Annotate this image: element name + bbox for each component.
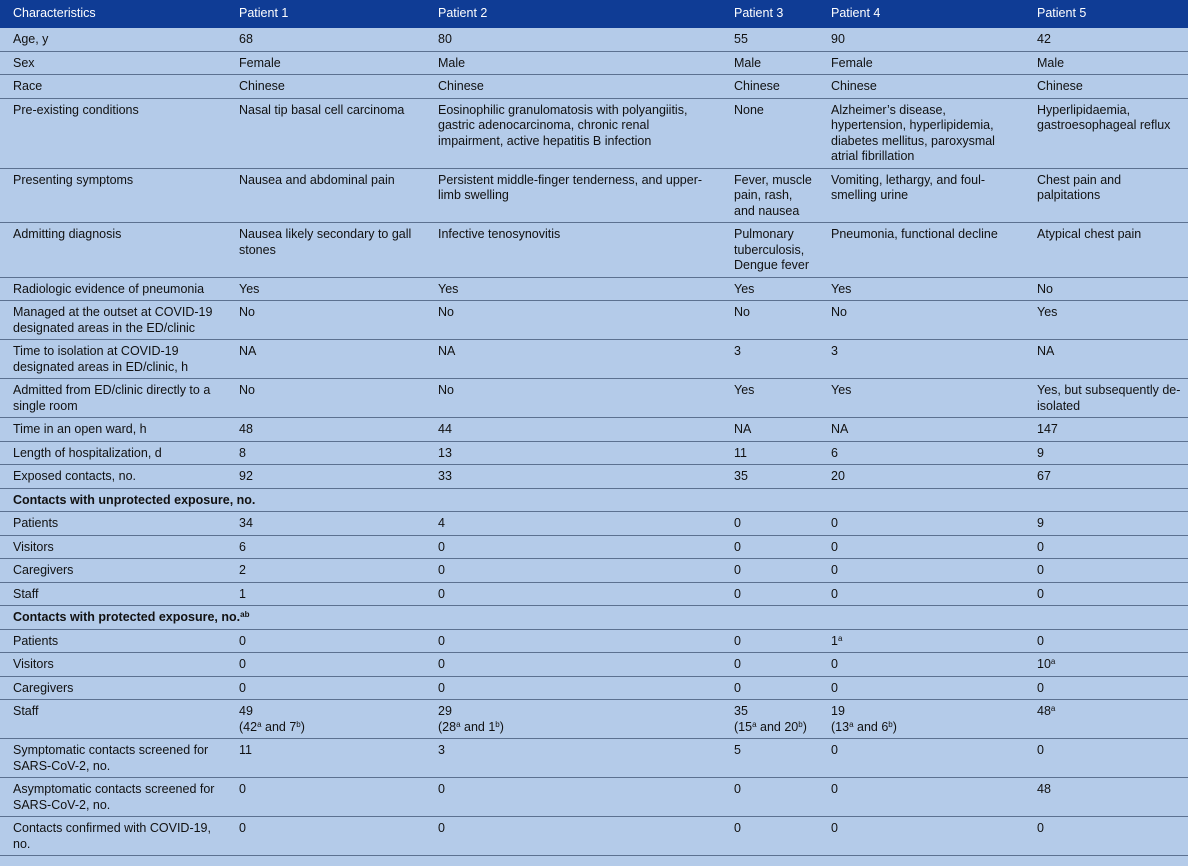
table-cell: 1 bbox=[226, 582, 425, 606]
table-row bbox=[0, 168, 1188, 223]
row-label: Caregivers bbox=[0, 676, 226, 700]
table-row bbox=[0, 465, 1188, 489]
table-row bbox=[0, 817, 1188, 856]
table-cell: 49 (42$^a$ and 7$^b$) bbox=[226, 700, 425, 739]
table-cell: 0 bbox=[721, 778, 818, 817]
table-cell: Pulmonary tuberculosis, Dengue fever bbox=[721, 223, 818, 278]
table-cell: 20 bbox=[818, 465, 1024, 489]
table-cell: 1$^a$ bbox=[818, 629, 1024, 653]
table-cell: 0 bbox=[721, 582, 818, 606]
row-label: Patients bbox=[0, 629, 226, 653]
table-cell: 0 bbox=[226, 629, 425, 653]
table-cell: Chinese bbox=[818, 75, 1024, 99]
table-cell: 0 bbox=[818, 535, 1024, 559]
table-cell: Female bbox=[226, 51, 425, 75]
table-cell: 4 bbox=[425, 512, 721, 536]
table-cell: 92 bbox=[226, 465, 425, 489]
table-cell: None bbox=[721, 98, 818, 168]
table-row bbox=[0, 340, 1188, 379]
column-header-patient-2: Patient 2 bbox=[425, 0, 721, 28]
table-cell: 80 bbox=[425, 28, 721, 52]
table-cell: 0 bbox=[818, 653, 1024, 677]
table-cell: 0 bbox=[818, 676, 1024, 700]
row-label: Age, y bbox=[0, 28, 226, 52]
table-cell: 0 bbox=[721, 535, 818, 559]
table-cell: Chest pain and palpitations bbox=[1024, 168, 1188, 223]
table-cell: 0 bbox=[425, 676, 721, 700]
row-label: Race bbox=[0, 75, 226, 99]
column-header-characteristics: Characteristics bbox=[0, 0, 226, 28]
table-row bbox=[0, 75, 1188, 99]
table-cell: Yes bbox=[425, 277, 721, 301]
row-label: Contacts confirmed with COVID-19, no. bbox=[0, 817, 226, 856]
table-row bbox=[0, 778, 1188, 817]
table-cell: 0 bbox=[425, 535, 721, 559]
table-cell: No bbox=[425, 301, 721, 340]
table-cell: 0 bbox=[425, 582, 721, 606]
table-cell: 0 bbox=[721, 629, 818, 653]
table-cell: NA bbox=[818, 418, 1024, 442]
table-cell: 0 bbox=[1024, 676, 1188, 700]
table-cell: 33 bbox=[425, 465, 721, 489]
row-label: Admitting diagnosis bbox=[0, 223, 226, 278]
table-cell: Alzheimer’s disease, hypertension, hyperlipidemia, diabetes mellitus, paroxysmal atrial fibrillation bbox=[818, 98, 1024, 168]
row-label: Admitted from ED/clinic directly to a single room bbox=[0, 379, 226, 418]
table-cell: NA bbox=[1024, 340, 1188, 379]
table-cell: 3 bbox=[721, 340, 818, 379]
table-cell: 0 bbox=[721, 653, 818, 677]
table-cell: 29 (28$^a$ and 1$^b$) bbox=[425, 700, 721, 739]
table-cell: Yes bbox=[721, 379, 818, 418]
table-cell: Chinese bbox=[226, 75, 425, 99]
table-cell: 0 bbox=[226, 676, 425, 700]
table-cell: 0 bbox=[818, 778, 1024, 817]
table-cell: Yes bbox=[226, 277, 425, 301]
table-cell: NA bbox=[721, 418, 818, 442]
row-label: Caregivers bbox=[0, 559, 226, 583]
table-cell: Yes bbox=[721, 277, 818, 301]
table-cell: No bbox=[226, 301, 425, 340]
table-cell: 0 bbox=[721, 676, 818, 700]
row-label: Visitors bbox=[0, 653, 226, 677]
table-row bbox=[0, 676, 1188, 700]
table-cell: 13 bbox=[425, 441, 721, 465]
row-label: Presenting symptoms bbox=[0, 168, 226, 223]
table-cell: 0 bbox=[425, 559, 721, 583]
table-cell: Nausea likely secondary to gall stones bbox=[226, 223, 425, 278]
table-row bbox=[0, 535, 1188, 559]
table-cell: 0 bbox=[721, 559, 818, 583]
table-cell: 6 bbox=[226, 535, 425, 559]
row-label: Sex bbox=[0, 51, 226, 75]
table-cell: 48 bbox=[1024, 778, 1188, 817]
column-header-patient-5: Patient 5 bbox=[1024, 0, 1188, 28]
section-heading: Contacts with unprotected exposure, no. bbox=[0, 488, 1188, 512]
table-cell: 2 bbox=[226, 559, 425, 583]
table-cell: 0 bbox=[818, 559, 1024, 583]
table-cell: 0 bbox=[1024, 739, 1188, 778]
table-cell: Chinese bbox=[425, 75, 721, 99]
table-cell: 0 bbox=[226, 817, 425, 856]
table-cell: 0 bbox=[818, 512, 1024, 536]
table-cell: 0 bbox=[1024, 629, 1188, 653]
table-cell: Male bbox=[1024, 51, 1188, 75]
table-row bbox=[0, 277, 1188, 301]
table-cell: NA bbox=[425, 340, 721, 379]
table-cell: 0 bbox=[226, 778, 425, 817]
table-cell: 8 bbox=[226, 441, 425, 465]
table-cell: Chinese bbox=[1024, 75, 1188, 99]
table-cell: 68 bbox=[226, 28, 425, 52]
row-label: Time to isolation at COVID-19 designated areas in ED/clinic, h bbox=[0, 340, 226, 379]
table-cell: Pneumonia, functional decline bbox=[818, 223, 1024, 278]
table-cell: 5 bbox=[721, 739, 818, 778]
table-cell: 0 bbox=[425, 629, 721, 653]
row-label: Staff bbox=[0, 700, 226, 739]
table-cell: 44 bbox=[425, 418, 721, 442]
table-cell: Persistent middle-finger tenderness, and upper-limb swelling bbox=[425, 168, 721, 223]
table-cell: Vomiting, lethargy, and foul-smelling urine bbox=[818, 168, 1024, 223]
table-cell: Hyperlipidaemia, gastroesophageal reflux bbox=[1024, 98, 1188, 168]
table-cell: 90 bbox=[818, 28, 1024, 52]
table-row bbox=[0, 28, 1188, 52]
table-cell: 0 bbox=[818, 582, 1024, 606]
row-label: Time in an open ward, h bbox=[0, 418, 226, 442]
table-cell: Yes bbox=[1024, 301, 1188, 340]
table-cell: 9 bbox=[1024, 441, 1188, 465]
table-cell: 0 bbox=[226, 653, 425, 677]
table-row bbox=[0, 629, 1188, 653]
column-header-patient-4: Patient 4 bbox=[818, 0, 1024, 28]
table-cell: 35 (15$^a$ and 20$^b$) bbox=[721, 700, 818, 739]
table-cell: Atypical chest pain bbox=[1024, 223, 1188, 278]
table-cell: Yes, but subsequently de-isolated bbox=[1024, 379, 1188, 418]
table-row bbox=[0, 559, 1188, 583]
table-row bbox=[0, 582, 1188, 606]
table-cell: 0 bbox=[1024, 559, 1188, 583]
table-cell: Yes bbox=[818, 379, 1024, 418]
table-row bbox=[0, 379, 1188, 418]
table-cell: 0 bbox=[818, 739, 1024, 778]
table-row bbox=[0, 739, 1188, 778]
table-cell: 6 bbox=[818, 441, 1024, 465]
table-cell: No bbox=[226, 379, 425, 418]
table-cell: Female bbox=[818, 51, 1024, 75]
table-row bbox=[0, 441, 1188, 465]
table-row bbox=[0, 223, 1188, 278]
table-cell: Male bbox=[721, 51, 818, 75]
table-cell: NA bbox=[226, 340, 425, 379]
table-cell: No bbox=[818, 301, 1024, 340]
section-row bbox=[0, 606, 1188, 630]
table-cell: 0 bbox=[1024, 535, 1188, 559]
row-label: Asymptomatic contacts screened for SARS-CoV-2, no. bbox=[0, 778, 226, 817]
row-label: Managed at the outset at COVID-19 designated areas in the ED/clinic bbox=[0, 301, 226, 340]
header-row bbox=[0, 0, 1188, 28]
table-cell: Chinese bbox=[721, 75, 818, 99]
table-row bbox=[0, 98, 1188, 168]
row-label: Patients bbox=[0, 512, 226, 536]
table-cell: 48 bbox=[226, 418, 425, 442]
table-cell: 48$^a$ bbox=[1024, 700, 1188, 739]
table-row bbox=[0, 700, 1188, 739]
table-row bbox=[0, 51, 1188, 75]
table-cell: 0 bbox=[425, 817, 721, 856]
table-cell: Fever, muscle pain, rash, and nausea bbox=[721, 168, 818, 223]
table-cell: No bbox=[425, 379, 721, 418]
table-cell: 19 (13$^a$ and 6$^b$) bbox=[818, 700, 1024, 739]
section-heading: Contacts with protected exposure, no.$^{ab}$ bbox=[0, 606, 1188, 630]
row-label: Radiologic evidence of pneumonia bbox=[0, 277, 226, 301]
table-row bbox=[0, 512, 1188, 536]
table-cell: Male bbox=[425, 51, 721, 75]
row-label: Length of hospitalization, d bbox=[0, 441, 226, 465]
section-row bbox=[0, 488, 1188, 512]
table-row bbox=[0, 301, 1188, 340]
column-header-patient-3: Patient 3 bbox=[721, 0, 818, 28]
table-row bbox=[0, 653, 1188, 677]
table-row bbox=[0, 418, 1188, 442]
table-cell: 0 bbox=[721, 512, 818, 536]
table-cell: 3 bbox=[818, 340, 1024, 379]
table-cell: 10$^a$ bbox=[1024, 653, 1188, 677]
row-label: Exposed contacts, no. bbox=[0, 465, 226, 489]
table-cell: 0 bbox=[1024, 582, 1188, 606]
table-cell: 0 bbox=[818, 817, 1024, 856]
table-cell: 3 bbox=[425, 739, 721, 778]
table-cell: 9 bbox=[1024, 512, 1188, 536]
table-cell: 11 bbox=[226, 739, 425, 778]
table-cell: 147 bbox=[1024, 418, 1188, 442]
table-cell: 42 bbox=[1024, 28, 1188, 52]
row-label: Pre-existing conditions bbox=[0, 98, 226, 168]
table-cell: 35 bbox=[721, 465, 818, 489]
table-cell: 67 bbox=[1024, 465, 1188, 489]
table-cell: Nasal tip basal cell carcinoma bbox=[226, 98, 425, 168]
table-cell: 34 bbox=[226, 512, 425, 536]
table-cell: Yes bbox=[818, 277, 1024, 301]
row-label: Symptomatic contacts screened for SARS-CoV-2, no. bbox=[0, 739, 226, 778]
column-header-patient-1: Patient 1 bbox=[226, 0, 425, 28]
table-body bbox=[0, 28, 1188, 856]
table-cell: 55 bbox=[721, 28, 818, 52]
table-cell: 0 bbox=[1024, 817, 1188, 856]
table-cell: 0 bbox=[425, 653, 721, 677]
table-cell: No bbox=[1024, 277, 1188, 301]
table-cell: No bbox=[721, 301, 818, 340]
table-cell: 0 bbox=[425, 778, 721, 817]
table-header bbox=[0, 0, 1188, 28]
table-cell: 11 bbox=[721, 441, 818, 465]
table-cell: 0 bbox=[721, 817, 818, 856]
table-cell: Eosinophilic granulomatosis with polyangiitis, gastric adenocarcinoma, chronic renal impairment, active hepatitis B infection bbox=[425, 98, 721, 168]
table-cell: Nausea and abdominal pain bbox=[226, 168, 425, 223]
row-label: Visitors bbox=[0, 535, 226, 559]
row-label: Staff bbox=[0, 582, 226, 606]
table-cell: Infective tenosynovitis bbox=[425, 223, 721, 278]
